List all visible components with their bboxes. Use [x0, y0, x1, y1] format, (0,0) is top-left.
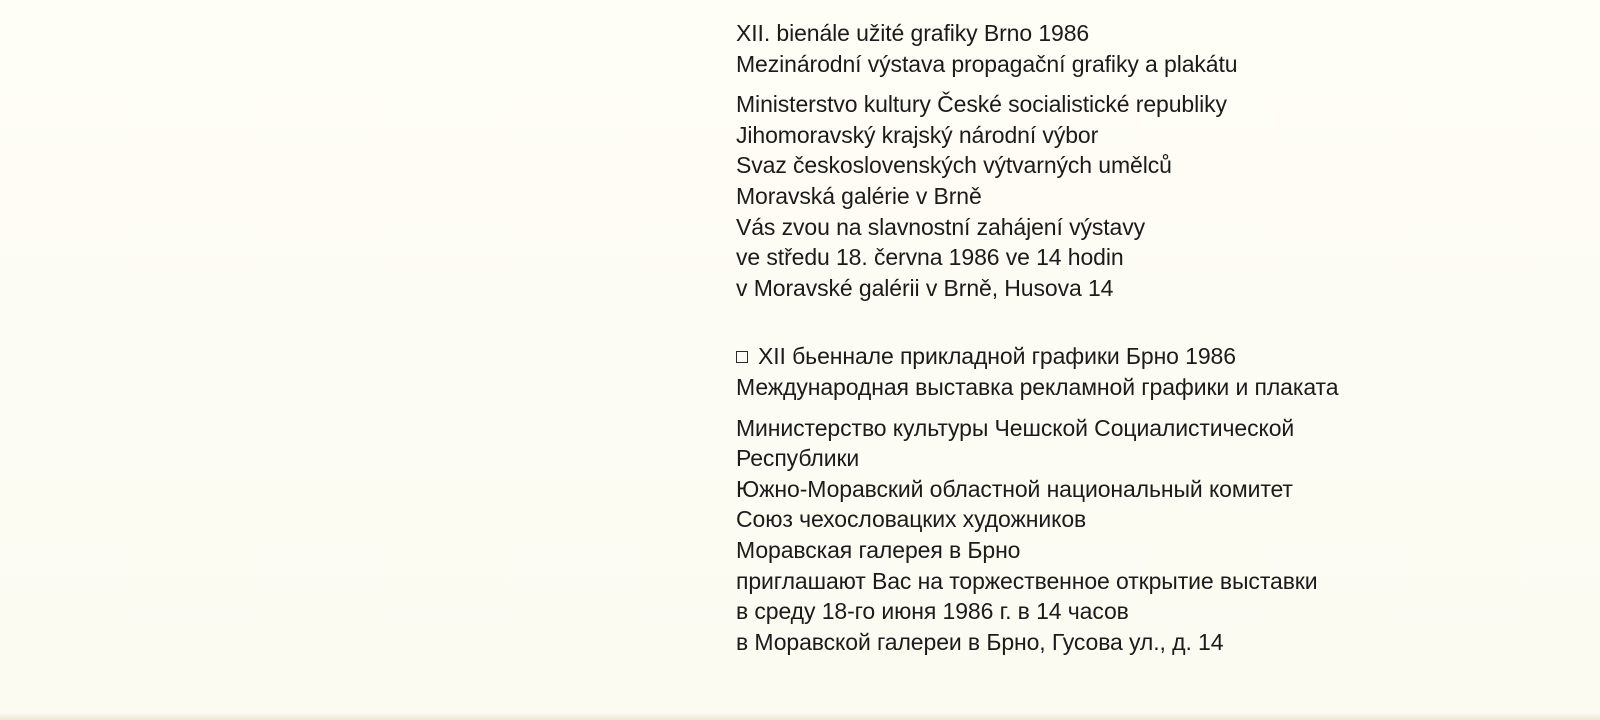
czech-body-line: v Moravské galérii v Brně, Husova 14 — [736, 274, 1114, 301]
russian-body-line: в Моравской галереи в Брно, Гусова ул., д. 14 — [736, 628, 1224, 655]
czech-subtitle-line: Mezinárodní výstava propagační grafiky a plakátu — [736, 50, 1238, 77]
square-outline-icon — [736, 351, 748, 363]
russian-title-block — [736, 341, 1586, 402]
russian-body-line: Союз чехословацких художников — [736, 506, 1087, 533]
czech-body-line: Ministerstvo kultury České socialistické republiky — [736, 91, 1227, 118]
spacer — [736, 303, 1586, 341]
czech-title-line: XII. bienále užité grafiky Brno 1986 — [736, 20, 1090, 46]
czech-body-line: Jihomoravský krajský národní výbor — [736, 121, 1099, 148]
czech-body-line: Vás zvou na slavnostní zahájení výstavy — [736, 213, 1146, 240]
russian-title-row — [736, 341, 1586, 372]
spacer — [736, 79, 1586, 89]
russian-body-line: Республики — [736, 445, 860, 472]
russian-body-line: в среду 18-го июня 1986 г. в 14 часов — [736, 598, 1129, 625]
czech-title-block — [736, 18, 1586, 79]
czech-body-block — [736, 89, 1586, 303]
russian-body-line: Моравская галерея в Брно — [736, 536, 1021, 563]
russian-subtitle-line: Международная выставка рекламной графики и плаката — [736, 373, 1339, 400]
russian-title-line: XII бьеннале прикладной графики Брно 1986 — [758, 343, 1236, 370]
czech-body-line: Svaz československých výtvarných umělců — [736, 152, 1172, 179]
russian-body-line: Министерство культуры Чешской Социалистической — [736, 414, 1295, 441]
invitation-text-column — [736, 18, 1586, 657]
russian-body-line: Южно-Моравский областной национальный комитет — [736, 475, 1293, 502]
czech-body-line: Moravská galérie v Brně — [736, 182, 982, 209]
czech-body-line: ve středu 18. června 1986 ve 14 hodin — [736, 244, 1124, 271]
spacer — [736, 403, 1586, 413]
russian-body-block — [736, 413, 1586, 658]
russian-body-line: приглашают Вас на торжественное открытие выставки — [736, 567, 1318, 594]
